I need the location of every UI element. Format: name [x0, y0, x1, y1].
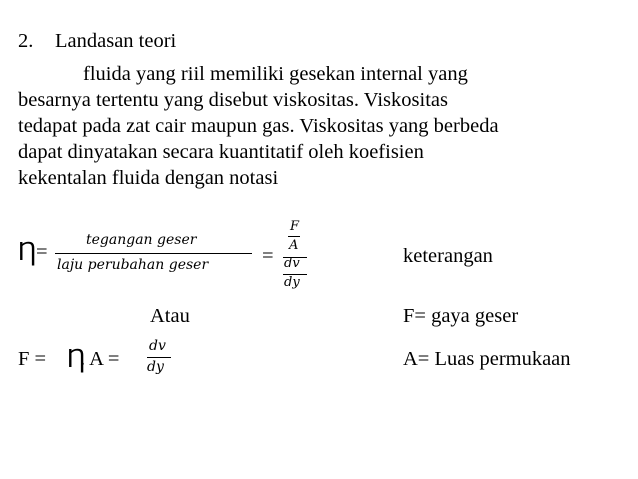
eta-symbol: Ƞ	[18, 236, 37, 266]
formula-denominator: laju perubahan geser	[57, 257, 209, 273]
paragraph-line: besarnya tertentu yang disebut viskositas. Viskositas	[18, 89, 448, 111]
formula2-fraction-bar	[147, 357, 171, 358]
formula2-denominator: dy	[147, 359, 164, 375]
section-title: Landasan teori	[55, 30, 177, 52]
eta-symbol-2: Ƞ	[67, 343, 86, 373]
keterangan-item-f: F= gaya geser	[403, 305, 519, 327]
formula2-numerator: dv	[149, 338, 166, 354]
formula2-lhs: F =	[18, 348, 47, 370]
paragraph-line: kekentalan fluida dengan notasi	[18, 167, 279, 189]
fraction-bar	[55, 253, 252, 254]
inner-denominator-dy: dy	[284, 275, 300, 290]
inner-numerator-dv: dv	[284, 256, 300, 271]
inner-fraction-bar-top	[288, 236, 300, 237]
paragraph-line: fluida yang riil memiliki gesekan internal yang	[83, 63, 468, 85]
equals-sign: =	[36, 241, 48, 263]
keterangan-label: keterangan	[403, 245, 493, 267]
inner-numerator-f: F	[290, 219, 300, 234]
inner-denominator-a: A	[289, 238, 299, 253]
keterangan-item-a: A= Luas permukaan	[403, 348, 571, 370]
formula2-mid: . A =	[80, 348, 120, 370]
section-number: 2.	[18, 30, 34, 52]
atau-label: Atau	[150, 305, 190, 327]
formula-numerator: tegangan geser	[86, 232, 197, 248]
paragraph-line: dapat dinyatakan secara kuantitatif oleh koefisien	[18, 141, 424, 163]
paragraph-line: tedapat pada zat cair maupun gas. Viskositas yang berbeda	[18, 115, 499, 137]
equals-sign-2: =	[262, 245, 274, 267]
